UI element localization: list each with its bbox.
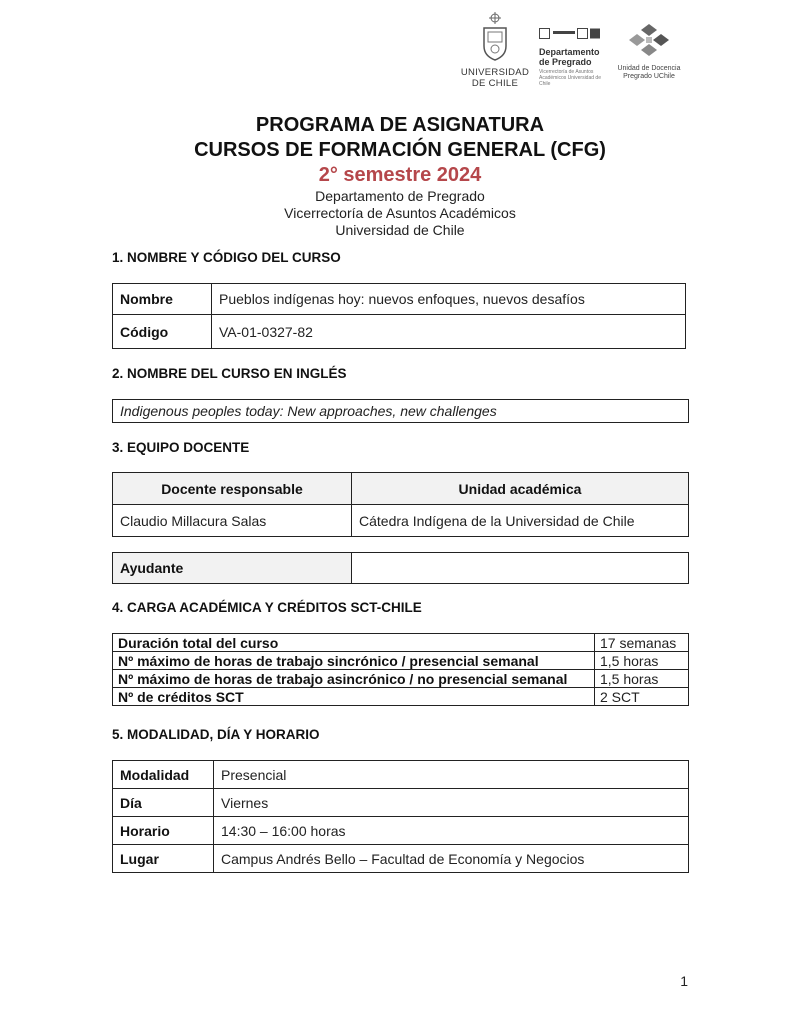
uchile-caption-2: DE CHILE bbox=[471, 78, 519, 89]
carga-value: 2 SCT bbox=[595, 688, 689, 706]
english-name-table bbox=[112, 399, 689, 423]
carga-value: 1,5 horas bbox=[595, 652, 689, 670]
table-row bbox=[113, 473, 689, 505]
document-title-block bbox=[0, 113, 800, 239]
title-cursos: CURSOS DE FORMACIÓN GENERAL (CFG) bbox=[194, 139, 606, 161]
unidad-line-1: Unidad de Docencia bbox=[617, 65, 681, 72]
lugar-value: Campus Andrés Bello – Facultad de Economía y Negocios bbox=[214, 845, 689, 873]
carga-label: Nº de créditos SCT bbox=[113, 688, 595, 706]
table-row bbox=[113, 634, 689, 652]
semester-heading: 2° semestre 2024 bbox=[318, 164, 482, 186]
departamento-logo bbox=[539, 28, 609, 88]
nombre-label: Nombre bbox=[113, 284, 212, 315]
ayudante-label: Ayudante bbox=[113, 553, 352, 584]
unidad-line-2: Pregrado UChile bbox=[623, 73, 675, 80]
uchile-caption-1: UNIVERSIDAD bbox=[460, 67, 530, 78]
modalidad-value: Presencial bbox=[214, 761, 689, 789]
table-row bbox=[113, 817, 689, 845]
docente-value: Claudio Millacura Salas bbox=[113, 505, 352, 537]
section-heading-1: 1. NOMBRE Y CÓDIGO DEL CURSO bbox=[112, 250, 341, 265]
horario-value: 14:30 – 16:00 horas bbox=[214, 817, 689, 845]
uchile-logo bbox=[455, 12, 535, 88]
section-heading-4: 4. CARGA ACADÉMICA Y CRÉDITOS SCT-CHILE bbox=[112, 600, 422, 615]
uchile-crest-icon bbox=[479, 12, 511, 62]
section-heading-5: 5. MODALIDAD, DÍA Y HORARIO bbox=[112, 727, 320, 742]
section-heading-3: 3. EQUIPO DOCENTE bbox=[112, 440, 250, 455]
carga-label: Nº máximo de horas de trabajo sincrónico / presencial semanal bbox=[113, 652, 595, 670]
horario-label: Horario bbox=[113, 817, 214, 845]
departamento-mark-icon bbox=[539, 28, 601, 42]
title-programa: PROGRAMA DE ASIGNATURA bbox=[255, 114, 545, 136]
depto-line-1: Departamento bbox=[539, 47, 600, 57]
unidad-docencia-logo bbox=[613, 22, 685, 88]
codigo-value: VA-01-0327-82 bbox=[212, 315, 686, 349]
unidad-value: Cátedra Indígena de la Universidad de Chile bbox=[352, 505, 689, 537]
table-row bbox=[113, 845, 689, 873]
depto-line-2: de Pregrado bbox=[539, 57, 592, 67]
dia-value: Viernes bbox=[214, 789, 689, 817]
header-logos bbox=[455, 12, 685, 88]
table-row bbox=[113, 670, 689, 688]
course-name-code-table bbox=[112, 283, 686, 349]
table-row bbox=[113, 284, 686, 315]
table-row bbox=[113, 652, 689, 670]
unidad-mark-icon bbox=[629, 22, 669, 60]
teaching-team-table bbox=[112, 472, 689, 537]
unidad-header: Unidad académica bbox=[352, 473, 689, 505]
english-name-value: Indigenous peoples today: New approaches, new challenges bbox=[113, 400, 689, 423]
lugar-label: Lugar bbox=[113, 845, 214, 873]
carga-label: Duración total del curso bbox=[113, 634, 595, 652]
table-row bbox=[113, 688, 689, 706]
table-row bbox=[113, 315, 686, 349]
depto-sub: Vicerrectoría de Asuntos Académicos Universidad de Chile bbox=[539, 69, 601, 87]
docente-header: Docente responsable bbox=[113, 473, 352, 505]
subtitle-departamento: Departamento de Pregrado bbox=[315, 188, 485, 204]
subtitle-vicerrectoria: Vicerrectoría de Asuntos Académicos bbox=[284, 205, 516, 221]
page-number: 1 bbox=[680, 973, 688, 989]
table-row bbox=[113, 553, 689, 584]
ayudante-value bbox=[352, 553, 689, 584]
table-row bbox=[113, 761, 689, 789]
ayudante-table bbox=[112, 552, 689, 584]
modalidad-label: Modalidad bbox=[113, 761, 214, 789]
carga-label: Nº máximo de horas de trabajo asincrónico / no presencial semanal bbox=[113, 670, 595, 688]
table-row bbox=[113, 400, 689, 423]
subtitle-universidad: Universidad de Chile bbox=[335, 222, 465, 238]
nombre-value: Pueblos indígenas hoy: nuevos enfoques, nuevos desafíos bbox=[212, 284, 686, 315]
codigo-label: Código bbox=[113, 315, 212, 349]
table-row bbox=[113, 505, 689, 537]
modality-schedule-table bbox=[112, 760, 689, 873]
table-row bbox=[113, 789, 689, 817]
dia-label: Día bbox=[113, 789, 214, 817]
academic-load-table bbox=[112, 633, 689, 706]
carga-value: 17 semanas bbox=[595, 634, 689, 652]
section-heading-2: 2. NOMBRE DEL CURSO EN INGLÉS bbox=[112, 366, 347, 381]
carga-value: 1,5 horas bbox=[595, 670, 689, 688]
